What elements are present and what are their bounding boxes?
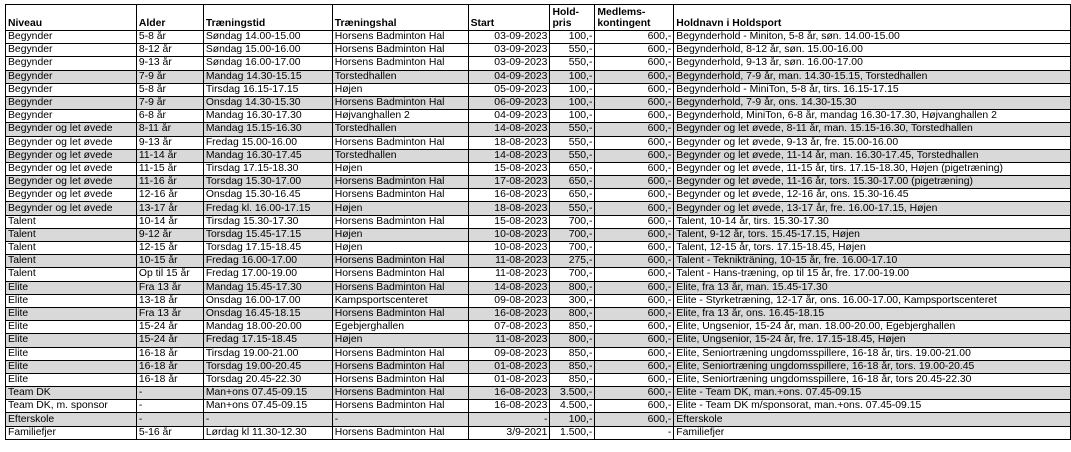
cell-kontingent: 600,- — [595, 281, 674, 294]
cell-alder: 5-8 år — [136, 83, 203, 96]
table-row — [6, 31, 1071, 44]
cell-kontingent: 600,- — [595, 268, 674, 281]
cell-traeningstid: Onsdag 16.00-17.00 — [203, 294, 332, 307]
table-row — [6, 281, 1071, 294]
cell-niveau: Begynder — [6, 96, 137, 109]
cell-start: 04-09-2023 — [468, 110, 550, 123]
cell-holdnavn: Elite - Styrketræning, 12-17 år, ons. 16.00-17.00, Kampsportscenteret — [674, 294, 1071, 307]
cell-niveau: Team DK — [6, 387, 137, 400]
cell-holdpris: 800,- — [550, 334, 595, 347]
table-row — [6, 136, 1071, 149]
cell-alder: 11-15 år — [136, 162, 203, 175]
cell-kontingent: 600,- — [595, 334, 674, 347]
table-body — [6, 31, 1071, 440]
cell-holdnavn: Elite, Seniortræning ungdomsspillere, 16-18 år, tors 20.45-22.30 — [674, 373, 1071, 386]
cell-alder: 11-16 år — [136, 176, 203, 189]
cell-niveau: Elite — [6, 307, 137, 320]
cell-start: 01-08-2023 — [468, 373, 550, 386]
cell-traeningshal: Højen — [332, 242, 468, 255]
cell-traeningstid: Tirsdag 15.30-17.30 — [203, 215, 332, 228]
table-row — [6, 162, 1071, 175]
cell-traeningstid: Mandag 15.45-17.30 — [203, 281, 332, 294]
cell-holdpris: 550,- — [550, 123, 595, 136]
cell-holdpris: 700,- — [550, 228, 595, 241]
header-kontingent-line2: kontingent — [597, 18, 651, 29]
cell-holdpris: 850,- — [550, 360, 595, 373]
cell-niveau: Elite — [6, 334, 137, 347]
cell-kontingent: 600,- — [595, 307, 674, 320]
cell-alder: Op til 15 år — [136, 268, 203, 281]
cell-holdpris: 4.500,- — [550, 400, 595, 413]
cell-kontingent: 600,- — [595, 70, 674, 83]
cell-holdpris: 100,- — [550, 110, 595, 123]
cell-holdnavn: Begynderhold, 7-9 år, man. 14.30-15.15, Torstedhallen — [674, 70, 1071, 83]
cell-start: 18-08-2023 — [468, 202, 550, 215]
cell-start: 16-08-2023 — [468, 387, 550, 400]
cell-traeningstid: Man+ons 07.45-09.15 — [203, 400, 332, 413]
cell-kontingent: 600,- — [595, 123, 674, 136]
cell-holdpris: 275,- — [550, 255, 595, 268]
cell-niveau: Elite — [6, 347, 137, 360]
cell-start: 11-08-2023 — [468, 255, 550, 268]
header-niveau: Niveau — [6, 5, 137, 31]
cell-niveau: Elite — [6, 360, 137, 373]
table-row — [6, 268, 1071, 281]
cell-traeningshal: Horsens Badminton Hal — [332, 176, 468, 189]
header-holdpris-line2: pris — [552, 18, 572, 29]
cell-traeningshal: Horsens Badminton Hal — [332, 347, 468, 360]
table-row — [6, 123, 1071, 136]
cell-traeningstid: Tirsdag 19.00-21.00 — [203, 347, 332, 360]
cell-start: 09-08-2023 — [468, 294, 550, 307]
cell-traeningshal: Horsens Badminton Hal — [332, 426, 468, 439]
cell-holdnavn: Begynderhold - MiniTon, 5-8 år, tirs. 16.15-17.15 — [674, 83, 1071, 96]
cell-holdnavn: Elite, Seniortræning ungdomsspillere, 16-18 år, tirs. 19.00-21.00 — [674, 347, 1071, 360]
cell-niveau: Talent — [6, 242, 137, 255]
cell-holdpris: 300,- — [550, 294, 595, 307]
cell-traeningshal: Højen — [332, 83, 468, 96]
cell-holdpris: 650,- — [550, 162, 595, 175]
cell-start: 03-09-2023 — [468, 44, 550, 57]
cell-traeningshal: Højen — [332, 228, 468, 241]
cell-niveau: Efterskole — [6, 413, 137, 426]
cell-traeningshal: Horsens Badminton Hal — [332, 373, 468, 386]
cell-start: 06-09-2023 — [468, 96, 550, 109]
cell-start: 15-08-2023 — [468, 162, 550, 175]
cell-holdnavn: Begynder og let øvede, 9-13 år, fre. 15.00-16.00 — [674, 136, 1071, 149]
cell-alder: 5-8 år — [136, 31, 203, 44]
cell-niveau: Begynder og let øvede — [6, 136, 137, 149]
cell-traeningshal: Horsens Badminton Hal — [332, 57, 468, 70]
table-row — [6, 373, 1071, 386]
table-row — [6, 70, 1071, 83]
cell-niveau: Begynder — [6, 57, 137, 70]
cell-holdnavn: Elite, Ungsenior, 15-24 år, man. 18.00-20.00, Egebjerghallen — [674, 321, 1071, 334]
cell-traeningshal: Horsens Badminton Hal — [332, 31, 468, 44]
cell-traeningstid: Torsdag 15.30-17.00 — [203, 176, 332, 189]
cell-alder: 12-15 år — [136, 242, 203, 255]
cell-niveau: Elite — [6, 321, 137, 334]
cell-alder: 16-18 år — [136, 347, 203, 360]
cell-kontingent: 600,- — [595, 360, 674, 373]
cell-start: 16-08-2023 — [468, 400, 550, 413]
cell-alder: 9-13 år — [136, 136, 203, 149]
cell-start: 14-08-2023 — [468, 123, 550, 136]
cell-holdpris: 100,- — [550, 70, 595, 83]
header-alder: Alder — [136, 5, 203, 31]
cell-holdpris: 850,- — [550, 347, 595, 360]
header-holdnavn: Holdnavn i Holdsport — [674, 5, 1071, 31]
cell-start: 03-09-2023 — [468, 31, 550, 44]
header-traeningshal: Træningshal — [332, 5, 468, 31]
cell-kontingent: 600,- — [595, 110, 674, 123]
cell-traeningshal: Torstedhallen — [332, 70, 468, 83]
cell-kontingent: - — [595, 426, 674, 439]
cell-alder: - — [136, 400, 203, 413]
cell-alder: 13-18 år — [136, 294, 203, 307]
cell-holdpris: 650,- — [550, 189, 595, 202]
cell-traeningstid: Fredag kl. 16.00-17.15 — [203, 202, 332, 215]
cell-start: 04-09-2023 — [468, 70, 550, 83]
cell-alder: 5-16 år — [136, 426, 203, 439]
cell-kontingent: 600,- — [595, 189, 674, 202]
cell-holdnavn: Elite, Ungsenior, 15-24 år, fre. 17.15-18.45, Højen — [674, 334, 1071, 347]
cell-kontingent: 600,- — [595, 228, 674, 241]
cell-traeningstid: - — [203, 413, 332, 426]
cell-start: 16-08-2023 — [468, 307, 550, 320]
cell-holdpris: 700,- — [550, 242, 595, 255]
cell-alder: 10-15 år — [136, 255, 203, 268]
cell-kontingent: 600,- — [595, 202, 674, 215]
cell-kontingent: 600,- — [595, 255, 674, 268]
cell-start: - — [468, 413, 550, 426]
table-row — [6, 44, 1071, 57]
cell-traeningstid: Fredag 17.15-18.45 — [203, 334, 332, 347]
cell-holdnavn: Begynderhold, MiniTon, 6-8 år, mandag 16.30-17.30, Højvanghallen 2 — [674, 110, 1071, 123]
cell-holdnavn: Talent - Teknikträning, 10-15 år, fre. 16.00-17.10 — [674, 255, 1071, 268]
cell-traeningshal: Højvanghallen 2 — [332, 110, 468, 123]
cell-holdnavn: Familiefjer — [674, 426, 1071, 439]
cell-holdnavn: Elite, fra 13 år, ons. 16.45-18.15 — [674, 307, 1071, 320]
header-row — [6, 5, 1071, 31]
cell-niveau: Talent — [6, 268, 137, 281]
cell-holdnavn: Begynder og let øvede, 11-14 år, man. 16.30-17.45, Torstedhallen — [674, 149, 1071, 162]
cell-niveau: Elite — [6, 281, 137, 294]
cell-kontingent: 600,- — [595, 387, 674, 400]
cell-traeningshal: Horsens Badminton Hal — [332, 387, 468, 400]
cell-kontingent: 600,- — [595, 44, 674, 57]
cell-start: 09-08-2023 — [468, 347, 550, 360]
cell-traeningstid: Søndag 15.00-16.00 — [203, 44, 332, 57]
cell-alder: Fra 13 år — [136, 281, 203, 294]
cell-traeningstid: Mandag 15.15-16.30 — [203, 123, 332, 136]
table-row — [6, 176, 1071, 189]
cell-alder: 15-24 år — [136, 321, 203, 334]
table-row — [6, 413, 1071, 426]
cell-holdpris: 700,- — [550, 268, 595, 281]
cell-holdnavn: Begynder og let øvede, 8-11 år, man. 15.15-16.30, Torstedhallen — [674, 123, 1071, 136]
cell-kontingent: 600,- — [595, 242, 674, 255]
cell-niveau: Talent — [6, 228, 137, 241]
cell-niveau: Begynder — [6, 44, 137, 57]
cell-kontingent: 600,- — [595, 413, 674, 426]
table-row — [6, 360, 1071, 373]
cell-alder: 13-17 år — [136, 202, 203, 215]
cell-holdnavn: Begynder og let øvede, 11-15 år, tirs. 17.15-18.30, Højen (pigetræning) — [674, 162, 1071, 175]
cell-kontingent: 600,- — [595, 215, 674, 228]
cell-holdnavn: Elite - Team DK, man.+ons. 07.45-09.15 — [674, 387, 1071, 400]
table-row — [6, 347, 1071, 360]
header-start: Start — [468, 5, 550, 31]
cell-alder: Fra 13 år — [136, 307, 203, 320]
cell-start: 15-08-2023 — [468, 215, 550, 228]
cell-traeningstid: Torsdag 17.15-18.45 — [203, 242, 332, 255]
schedule-table — [5, 4, 1071, 440]
cell-start: 10-08-2023 — [468, 242, 550, 255]
cell-alder: 9-12 år — [136, 228, 203, 241]
cell-kontingent: 600,- — [595, 31, 674, 44]
cell-holdpris: 800,- — [550, 307, 595, 320]
cell-traeningshal: Torstedhallen — [332, 149, 468, 162]
cell-traeningstid: Onsdag 14.30-15.30 — [203, 96, 332, 109]
cell-holdpris: 1.500,- — [550, 426, 595, 439]
cell-kontingent: 600,- — [595, 136, 674, 149]
cell-traeningstid: Mandag 14.30-15.15 — [203, 70, 332, 83]
cell-traeningstid: Lørdag kl 11.30-12.30 — [203, 426, 332, 439]
table-row — [6, 242, 1071, 255]
cell-start: 16-08-2023 — [468, 189, 550, 202]
cell-traeningstid: Man+ons 07.45-09.15 — [203, 387, 332, 400]
cell-niveau: Familiefjer — [6, 426, 137, 439]
header-traeningstid: Træningstid — [203, 5, 332, 31]
header-holdpris — [550, 5, 595, 31]
cell-alder: 6-8 år — [136, 110, 203, 123]
header-kontingent-line1: Medlems- — [597, 7, 646, 18]
cell-niveau: Begynder og let øvede — [6, 123, 137, 136]
cell-holdpris: 550,- — [550, 136, 595, 149]
cell-start: 07-08-2023 — [468, 321, 550, 334]
cell-traeningstid: Mandag 18.00-20.00 — [203, 321, 332, 334]
cell-holdnavn: Talent - Hans-træning, op til 15 år, fre. 17.00-19.00 — [674, 268, 1071, 281]
cell-start: 10-08-2023 — [468, 228, 550, 241]
cell-traeningshal: Horsens Badminton Hal — [332, 189, 468, 202]
cell-niveau: Begynder — [6, 83, 137, 96]
cell-alder: 8-11 år — [136, 123, 203, 136]
cell-traeningstid: Fredag 17.00-19.00 — [203, 268, 332, 281]
table-row — [6, 202, 1071, 215]
cell-traeningshal: Horsens Badminton Hal — [332, 307, 468, 320]
cell-alder: - — [136, 413, 203, 426]
cell-traeningshal: Horsens Badminton Hal — [332, 281, 468, 294]
cell-holdpris: 100,- — [550, 83, 595, 96]
cell-niveau: Talent — [6, 215, 137, 228]
cell-kontingent: 600,- — [595, 176, 674, 189]
table-row — [6, 294, 1071, 307]
cell-traeningshal: Horsens Badminton Hal — [332, 400, 468, 413]
cell-kontingent: 600,- — [595, 373, 674, 386]
cell-holdnavn: Begynderhold, 8-12 år, søn. 15.00-16.00 — [674, 44, 1071, 57]
cell-start: 11-08-2023 — [468, 268, 550, 281]
cell-kontingent: 600,- — [595, 96, 674, 109]
cell-kontingent: 600,- — [595, 83, 674, 96]
cell-holdnavn: Elite - Team DK m/sponsorat, man.+ons. 07.45-09.15 — [674, 400, 1071, 413]
cell-traeningstid: Tirsdag 16.15-17.15 — [203, 83, 332, 96]
cell-traeningshal: Egebjerghallen — [332, 321, 468, 334]
cell-traeningstid: Onsdag 16.45-18.15 — [203, 307, 332, 320]
table-row — [6, 307, 1071, 320]
cell-kontingent: 600,- — [595, 57, 674, 70]
cell-kontingent: 600,- — [595, 294, 674, 307]
cell-traeningstid: Torsdag 19.00-20.45 — [203, 360, 332, 373]
cell-holdnavn: Begynderhold - Miniton, 5-8 år, søn. 14.00-15.00 — [674, 31, 1071, 44]
table-row — [6, 96, 1071, 109]
cell-holdnavn: Begynderhold, 7-9 år, ons. 14.30-15.30 — [674, 96, 1071, 109]
cell-traeningstid: Fredag 15.00-16.00 — [203, 136, 332, 149]
table-row — [6, 400, 1071, 413]
cell-holdpris: 550,- — [550, 149, 595, 162]
cell-alder: 12-16 år — [136, 189, 203, 202]
cell-traeningstid: Mandag 16.30-17.30 — [203, 110, 332, 123]
cell-traeningshal: Horsens Badminton Hal — [332, 44, 468, 57]
cell-holdnavn: Begynder og let øvede, 13-17 år, fre. 16.00-17.15, Højen — [674, 202, 1071, 215]
cell-kontingent: 600,- — [595, 149, 674, 162]
cell-alder: 7-9 år — [136, 96, 203, 109]
cell-kontingent: 600,- — [595, 347, 674, 360]
schedule-sheet — [5, 4, 1071, 440]
cell-niveau: Begynder — [6, 110, 137, 123]
cell-traeningshal: Torstedhallen — [332, 123, 468, 136]
cell-holdnavn: Talent, 12-15 år, tors. 17.15-18.45, Højen — [674, 242, 1071, 255]
cell-traeningstid: Søndag 16.00-17.00 — [203, 57, 332, 70]
cell-niveau: Team DK, m. sponsor — [6, 400, 137, 413]
cell-alder: 10-14 år — [136, 215, 203, 228]
cell-holdnavn: Begynder og let øvede, 12-16 år, ons. 15.30-16.45 — [674, 189, 1071, 202]
cell-traeningshal: Horsens Badminton Hal — [332, 255, 468, 268]
cell-traeningshal: Horsens Badminton Hal — [332, 268, 468, 281]
cell-traeningstid: Torsdag 15.45-17.15 — [203, 228, 332, 241]
cell-holdpris: 800,- — [550, 281, 595, 294]
cell-traeningshal: Højen — [332, 162, 468, 175]
table-row — [6, 110, 1071, 123]
cell-traeningshal: Horsens Badminton Hal — [332, 215, 468, 228]
cell-start: 3/9-2021 — [468, 426, 550, 439]
cell-traeningstid: Fredag 16.00-17.00 — [203, 255, 332, 268]
cell-holdpris: 550,- — [550, 202, 595, 215]
cell-holdpris: 100,- — [550, 413, 595, 426]
cell-kontingent: 600,- — [595, 321, 674, 334]
cell-traeningshal: Kampsportscenteret — [332, 294, 468, 307]
cell-niveau: Begynder — [6, 70, 137, 83]
cell-traeningstid: Torsdag 20.45-22.30 — [203, 373, 332, 386]
cell-holdpris: 550,- — [550, 44, 595, 57]
cell-kontingent: 600,- — [595, 400, 674, 413]
cell-alder: - — [136, 387, 203, 400]
table-row — [6, 387, 1071, 400]
cell-niveau: Elite — [6, 294, 137, 307]
cell-start: 05-09-2023 — [468, 83, 550, 96]
cell-niveau: Begynder og let øvede — [6, 162, 137, 175]
cell-niveau: Begynder og let øvede — [6, 176, 137, 189]
cell-traeningshal: Horsens Badminton Hal — [332, 360, 468, 373]
table-row — [6, 189, 1071, 202]
cell-holdpris: 100,- — [550, 96, 595, 109]
cell-holdnavn: Begynderhold, 9-13 år, søn. 16.00-17.00 — [674, 57, 1071, 70]
header-kontingent — [595, 5, 674, 31]
table-row — [6, 426, 1071, 439]
cell-traeningshal: Horsens Badminton Hal — [332, 136, 468, 149]
table-row — [6, 57, 1071, 70]
cell-alder: 7-9 år — [136, 70, 203, 83]
cell-holdpris: 850,- — [550, 373, 595, 386]
table-row — [6, 255, 1071, 268]
table-row — [6, 215, 1071, 228]
cell-alder: 11-14 år — [136, 149, 203, 162]
cell-holdnavn: Talent, 9-12 år, tors. 15.45-17.15, Højen — [674, 228, 1071, 241]
cell-alder: 9-13 år — [136, 57, 203, 70]
cell-niveau: Begynder — [6, 31, 137, 44]
cell-alder: 15-24 år — [136, 334, 203, 347]
cell-start: 14-08-2023 — [468, 149, 550, 162]
cell-traeningstid: Tirsdag 17.15-18.30 — [203, 162, 332, 175]
cell-alder: 16-18 år — [136, 360, 203, 373]
cell-start: 03-09-2023 — [468, 57, 550, 70]
cell-start: 17-08-2023 — [468, 176, 550, 189]
cell-alder: 16-18 år — [136, 373, 203, 386]
table-row — [6, 321, 1071, 334]
cell-start: 01-08-2023 — [468, 360, 550, 373]
cell-traeningshal: Horsens Badminton Hal — [332, 96, 468, 109]
cell-start: 18-08-2023 — [468, 136, 550, 149]
cell-kontingent: 600,- — [595, 162, 674, 175]
cell-traeningshal: - — [332, 413, 468, 426]
cell-start: 14-08-2023 — [468, 281, 550, 294]
table-row — [6, 334, 1071, 347]
cell-niveau: Begynder og let øvede — [6, 149, 137, 162]
cell-niveau: Talent — [6, 255, 137, 268]
table-row — [6, 83, 1071, 96]
header-holdpris-line1: Hold- — [552, 7, 579, 18]
cell-niveau: Begynder og let øvede — [6, 189, 137, 202]
cell-traeningshal: Højen — [332, 202, 468, 215]
cell-holdpris: 650,- — [550, 176, 595, 189]
cell-holdpris: 700,- — [550, 215, 595, 228]
table-row — [6, 228, 1071, 241]
cell-niveau: Elite — [6, 373, 137, 386]
cell-holdpris: 3.500,- — [550, 387, 595, 400]
cell-traeningstid: Onsdag 15.30-16.45 — [203, 189, 332, 202]
table-row — [6, 149, 1071, 162]
cell-alder: 8-12 år — [136, 44, 203, 57]
cell-holdpris: 850,- — [550, 321, 595, 334]
cell-traeningstid: Søndag 14.00-15.00 — [203, 31, 332, 44]
cell-niveau: Begynder og let øvede — [6, 202, 137, 215]
cell-holdnavn: Talent, 10-14 år, tirs. 15.30-17.30 — [674, 215, 1071, 228]
cell-start: 11-08-2023 — [468, 334, 550, 347]
cell-holdnavn: Elite, Seniortræning ungdomsspillere, 16-18 år, tors. 19.00-20.45 — [674, 360, 1071, 373]
cell-holdpris: 550,- — [550, 57, 595, 70]
cell-traeningshal: Højen — [332, 334, 468, 347]
cell-holdnavn: Elite, fra 13 år, man. 15.45-17.30 — [674, 281, 1071, 294]
cell-holdnavn: Efterskole — [674, 413, 1071, 426]
cell-traeningstid: Mandag 16.30-17.45 — [203, 149, 332, 162]
cell-holdnavn: Begynder og let øvede, 11-16 år, tors. 15.30-17.00 (pigetræning) — [674, 176, 1071, 189]
cell-holdpris: 100,- — [550, 31, 595, 44]
